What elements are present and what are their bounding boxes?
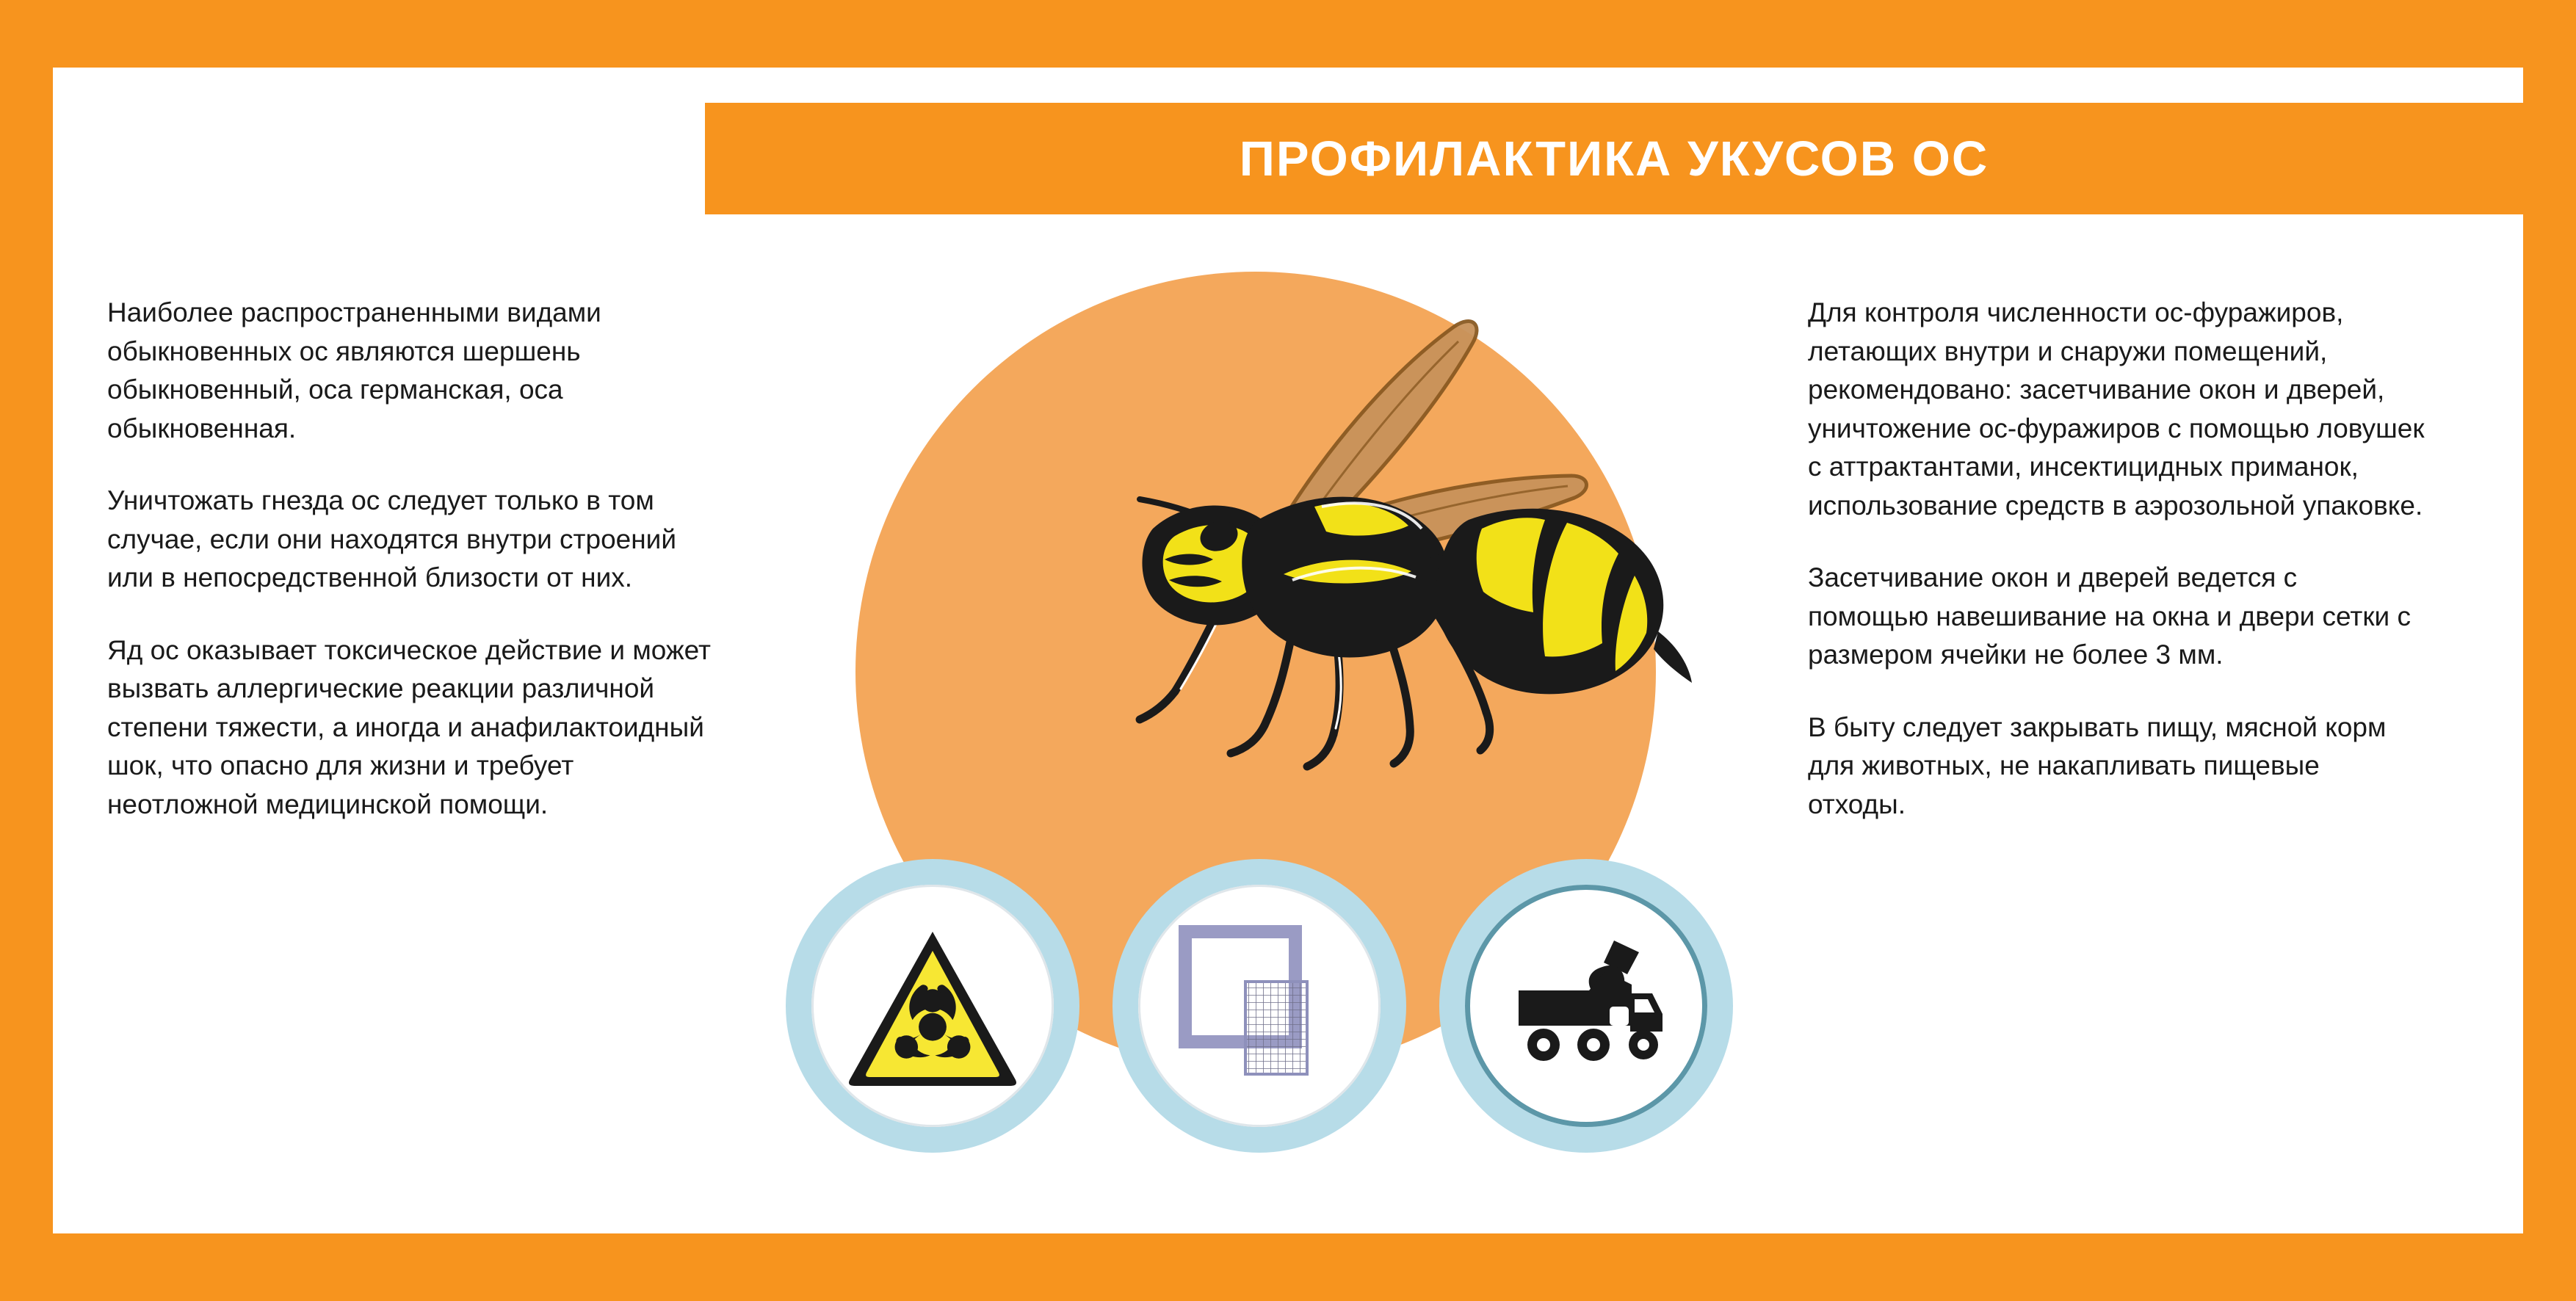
icon-row bbox=[786, 848, 1733, 1164]
right-paragraph-3: В быту следует закрывать пищу, мясной корм для животных, не накапливать пищевые отходы. bbox=[1808, 711, 2387, 819]
icon-inner-window-mesh bbox=[1138, 885, 1381, 1127]
left-text-column bbox=[107, 294, 724, 824]
left-paragraph-3: Яд ос оказывает токсическое действие и может вызвать аллергические реакции различной степени тяжести, а иногда и анафилактоидный шок, что опасно для жизни и требует неотложной медицинской помощи. bbox=[107, 634, 711, 819]
wasp-illustration bbox=[808, 286, 1711, 888]
icon-circle-biohazard bbox=[786, 859, 1079, 1153]
icon-circle-garbage-truck bbox=[1439, 859, 1733, 1153]
icon-circle-window-mesh bbox=[1112, 859, 1406, 1153]
icon-inner-garbage-truck bbox=[1465, 885, 1707, 1127]
left-paragraph-1: Наиболее распространенными видами обыкновенных ос являются шершень обыкновенный, оса германская, оса обыкновенная. bbox=[107, 297, 601, 443]
header-band bbox=[705, 103, 2523, 214]
right-paragraph-2: Засетчивание окон и дверей ведется с помощью навешивание на окна и двери сетки с размером ячейки не более 3 мм. bbox=[1808, 562, 2411, 670]
right-paragraph-1: Для контроля численности ос-фуражиров, летающих внутри и снаружи помещений, рекомендовано: засетчивание окон и дверей, уничтожение ос-фуражиров с помощью ловушек с аттрактантами, инсектицидных приманок, использование средств в аэрозольной упаковке. bbox=[1808, 297, 2425, 521]
window-mesh-screen-icon bbox=[1175, 921, 1344, 1090]
right-text-column bbox=[1808, 294, 2425, 824]
icon-inner-biohazard bbox=[811, 885, 1054, 1127]
left-paragraph-2: Уничтожать гнезда ос следует только в том случае, если они находятся внутри строений или в непосредственной близости от них. bbox=[107, 485, 676, 593]
page-title: ПРОФИЛАКТИКА УКУСОВ ОС bbox=[1239, 131, 1989, 186]
biohazard-warning-icon bbox=[844, 921, 1021, 1090]
garbage-truck-icon bbox=[1505, 936, 1667, 1076]
